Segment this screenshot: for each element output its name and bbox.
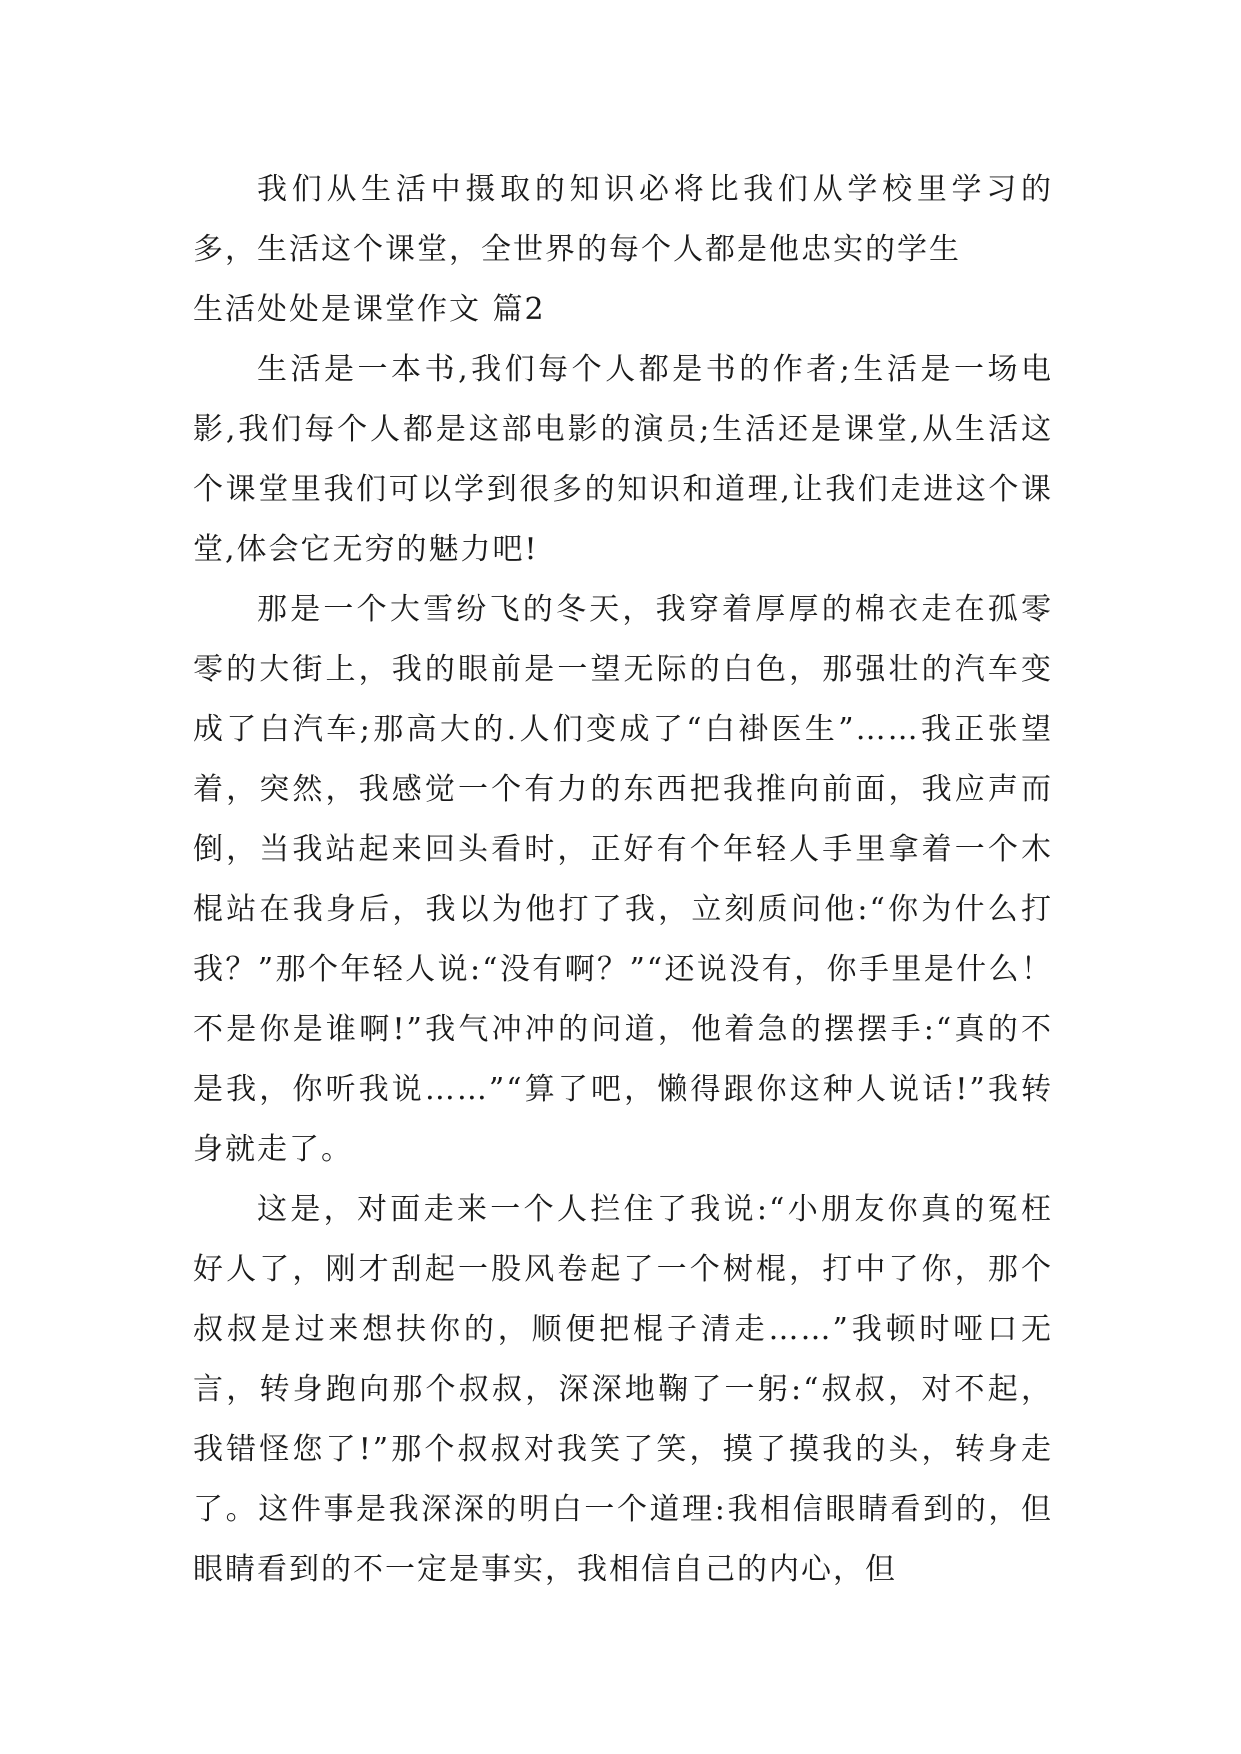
paragraph-life-is-a-book: 生活是一本书,我们每个人都是书的作者;生活是一场电影,我们每个人都是这部电影的演员;生活还是课堂,从生活这个课堂里我们可以学到很多的知识和道理,让我们走进这个课堂,体会它无穷的魅力吧!	[193, 352, 1053, 567]
paragraph-intro-conclusion: 我们从生活中摄取的知识必将比我们从学校里学习的多，生活这个课堂，全世界的每个人都是他忠实的学生	[193, 172, 1053, 267]
paragraph-snowy-day-story: 那是一个大雪纷飞的冬天，我穿着厚厚的棉衣走在孤零零的大街上，我的眼前是一望无际的白色，那强壮的汽车变成了白汽车;那高大的.人们变成了“白褂医生”……我正张望着，突然，我感觉一个有力的东西把我推向前面，我应声而倒，当我站起来回头看时，正好有个年轻人手里拿着一个木棍站在我身后，我以为他打了我，立刻质问他:“你为什么打我？”那个年轻人说:“没有啊？”“还说没有，你手里是什么！不是你是谁啊!”我气冲冲的问道，他着急的摆摆手:“真的不是我，你听我说……”“算了吧，懒得跟你这种人说话!”我转身就走了。	[193, 592, 1053, 1167]
essay-heading: 生活处处是课堂作文 篇2	[193, 292, 546, 327]
document-body	[193, 160, 1053, 1600]
paragraph-realization: 这是，对面走来一个人拦住了我说:“小朋友你真的冤枉好人了，刚才刮起一股风卷起了一个树棍，打中了你，那个叔叔是过来想扶你的，顺便把棍子清走……”我顿时哑口无言，转身跑向那个叔叔，深深地鞠了一躬:“叔叔，对不起，我错怪您了!”那个叔叔对我笑了笑，摸了摸我的头，转身走了。这件事是我深深的明白一个道理:我相信眼睛看到的，但眼睛看到的不一定是事实，我相信自己的内心，但	[193, 1192, 1053, 1587]
